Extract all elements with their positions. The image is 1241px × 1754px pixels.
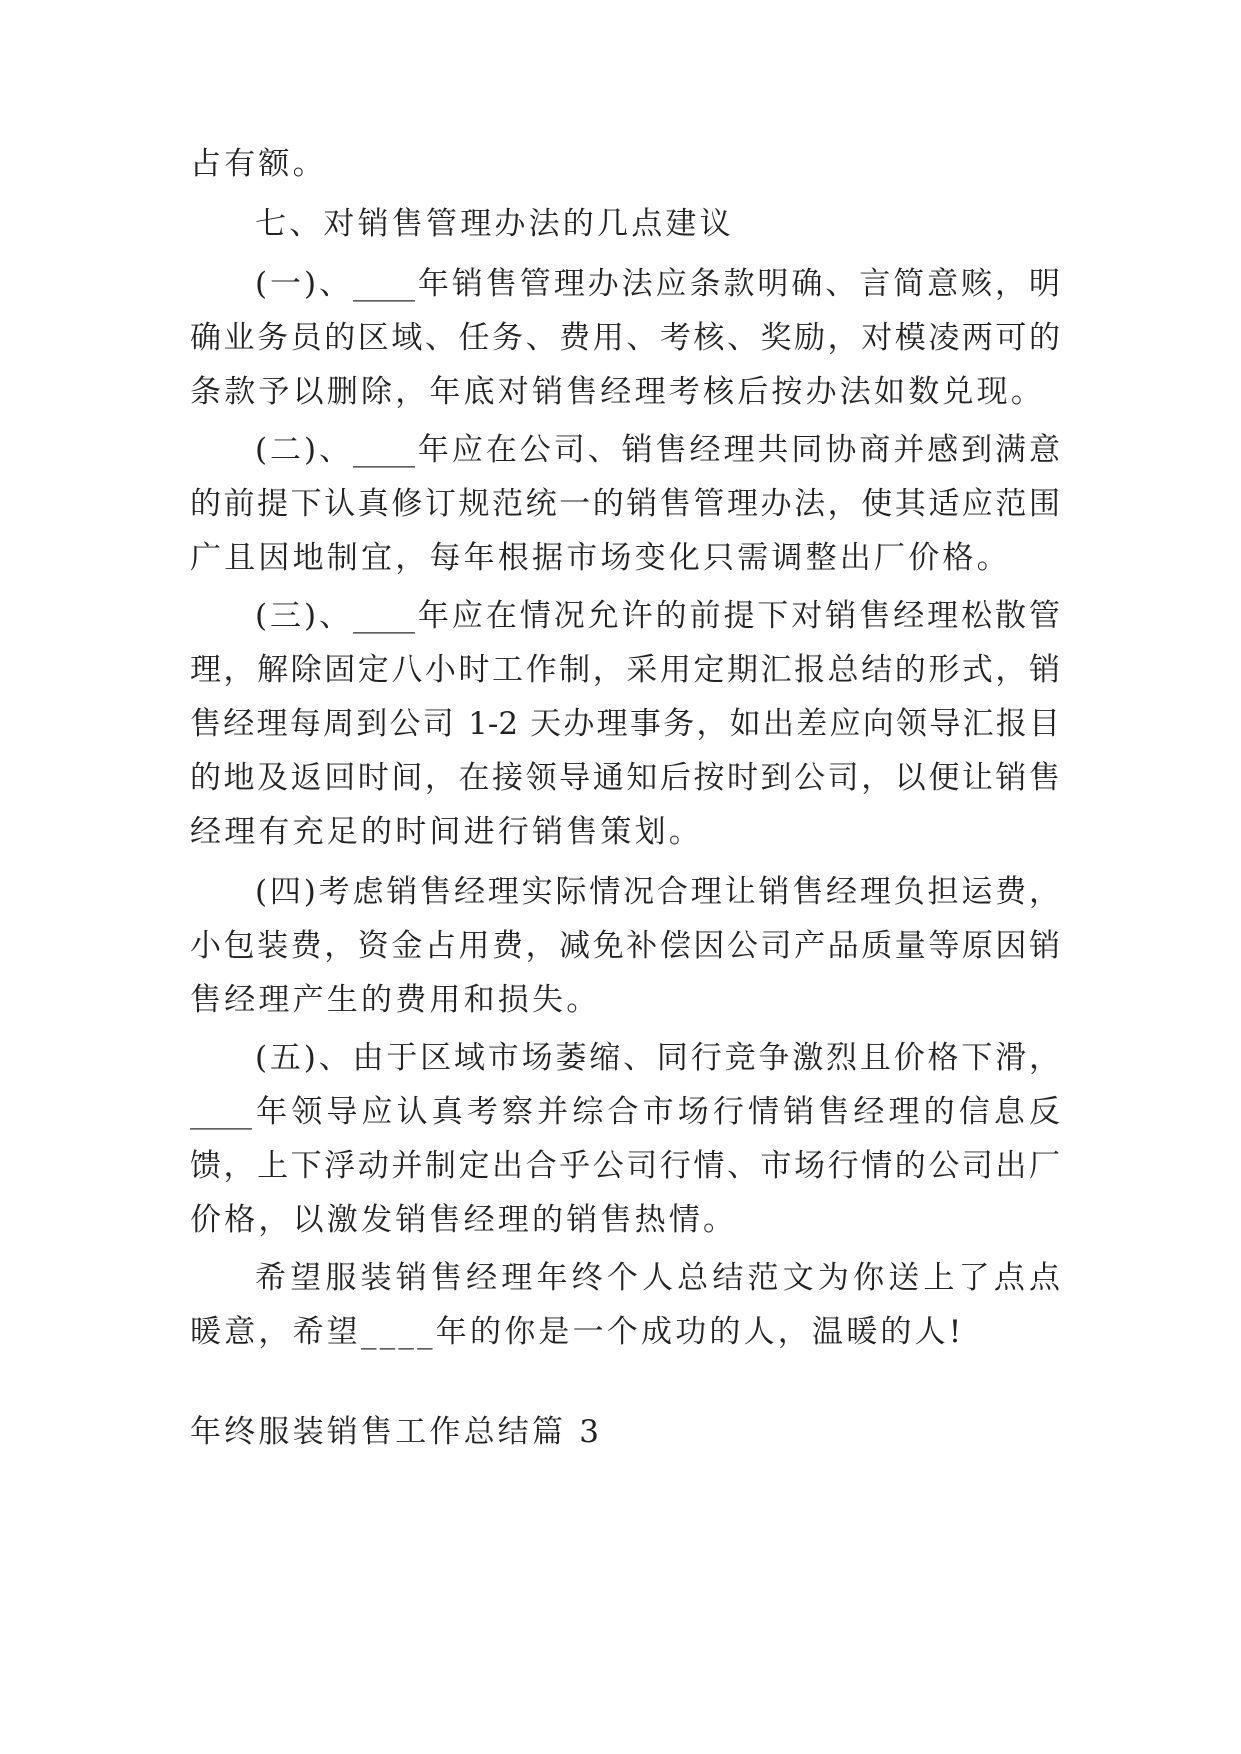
text-line: 售经理每周到公司 1-2 天办理事务，如出差应向领导汇报目	[190, 706, 1060, 742]
text-line: 馈，上下浮动并制定出合乎公司行情、市场行情的公司出厂	[190, 1148, 1060, 1184]
text-line: 理，解除固定八小时工作制，采用定期汇报总结的形式，销	[190, 652, 1060, 688]
text-line: 小包装费，资金占用费，减免补偿因公司产品质量等原因销	[190, 928, 1060, 964]
article-heading: 年终服装销售工作总结篇 3	[190, 1414, 603, 1450]
text-line: 的地及返回时间，在接领导通知后按时到公司，以便让销售	[190, 760, 1060, 796]
text-line: 价格，以激发销售经理的销售热情。	[190, 1202, 738, 1238]
text-line: 经理有充足的时间进行销售策划。	[190, 814, 703, 850]
text-line: 条款予以删除，年底对销售经理考核后按办法如数兑现。	[190, 374, 1045, 410]
section-heading: 七、对销售管理办法的几点建议	[255, 206, 734, 242]
text-line: (二)、____年应在公司、销售经理共同协商并感到满意	[255, 432, 1060, 468]
text-line: 确业务员的区域、任务、费用、考核、奖励，对模凌两可的	[190, 320, 1060, 356]
text-line: (一)、____年销售管理办法应条款明确、言简意赅，明	[255, 266, 1060, 302]
text-line: (四)考虑销售经理实际情况合理让销售经理负担运费，	[255, 874, 1060, 910]
text-line: (三)、____年应在情况允许的前提下对销售经理松散管	[255, 598, 1060, 634]
text-line: 占有额。	[190, 146, 327, 182]
text-line: 暖意，希望____年的你是一个成功的人，温暖的人!	[190, 1314, 965, 1350]
text-line: 广且因地制宜，每年根据市场变化只需调整出厂价格。	[190, 540, 1011, 576]
text-line: 希望服装销售经理年终个人总结范文为你送上了点点	[255, 1260, 1060, 1296]
text-line: (五)、由于区域市场萎缩、同行竞争激烈且价格下滑，	[255, 1040, 1060, 1076]
text-line: ____年领导应认真考察并综合市场行情销售经理的信息反	[190, 1094, 1060, 1130]
text-line: 的前提下认真修订规范统一的销售管理办法，使其适应范围	[190, 486, 1060, 522]
text-line: 售经理产生的费用和损失。	[190, 982, 601, 1018]
